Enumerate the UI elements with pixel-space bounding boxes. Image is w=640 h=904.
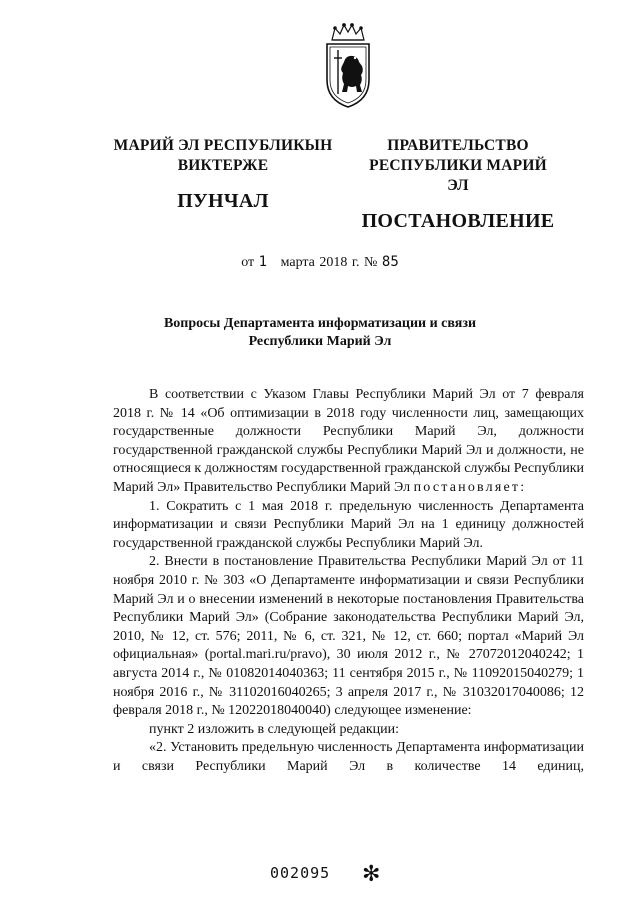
header-right-block <box>358 136 558 233</box>
coat-of-arms-emblem <box>322 22 374 108</box>
body-paragraph-3: 2. Внести в постановление Правительства Республики Марий Эл от 11 ноября 2010 г. № 303 «О Департаменте информатизации и связи Республики Марий Эл и о внесении изменений в некоторые постановления Правительства Республики Марий Эл» (Собрание законодательства Республики Марий Эл, 2010, № 12, ст. 576; 2011, № 6, ст. 321, № 12, ст. 660; портал «Марий Эл официальная» (portal.mari.ru/pravo), 30 июля 2012 г., № 27072012040242; 1 августа 2014 г., № 01082014040363; 11 сентября 2015 г., № 11092015040279; 1 ноября 2016 г., № 31102016040265; 3 апреля 2017 г., № 31032017040086; 12 февраля 2018 г., № 12022018040040) следующее изменение: <box>113 554 584 719</box>
decree-date-line <box>0 254 640 271</box>
header-left-line2: ВИКТЕРЖЕ <box>177 157 269 174</box>
body-paragraph-4: пункт 2 изложить в следующей редакции: <box>149 721 399 737</box>
subject-line2: Республики Марий Эл <box>248 334 392 349</box>
decree-number: 85 <box>381 254 399 270</box>
preamble-resolution-word: постановляет: <box>413 479 527 495</box>
header-right-doc-type: ПОСТАНОВЛЕНИЕ <box>361 210 555 232</box>
date-prefix: от <box>241 255 255 270</box>
asterisk-mark: ✻ <box>361 862 381 887</box>
body-paragraph-2: 1. Сократить с 1 мая 2018 г. предельную численность Департамента информатизации и связи Республики Марий Эл на 1 единицу должностей государственной гражданской службы Республики Марий Эл. <box>113 498 584 551</box>
header-right-line2: РЕСПУБЛИКИ МАРИЙ ЭЛ <box>369 157 547 194</box>
header-left-line1: МАРИЙ ЭЛ РЕСПУБЛИКЫН <box>113 137 333 154</box>
header-left-block <box>88 136 358 213</box>
decree-subject <box>100 315 540 351</box>
body-paragraph-5: «2. Установить предельную численность Департамента информатизации и связи Республики Марий Эл в количестве 14 единиц, <box>113 740 584 774</box>
header-right-line1: ПРАВИТЕЛЬСТВО <box>387 137 529 154</box>
serial-number: 002095 <box>270 864 331 882</box>
body-paragraph-1 <box>113 386 584 498</box>
decree-body <box>113 386 584 776</box>
crown-icon <box>332 24 364 40</box>
header-left-doc-type: ПУНЧАЛ <box>177 190 269 212</box>
subject-line1: Вопросы Департамента информатизации и связи <box>163 316 477 331</box>
date-rest: марта 2018 г. № <box>280 255 378 270</box>
date-day: 1 <box>258 254 268 270</box>
page-footer <box>270 862 380 887</box>
preamble-text: В соответствии с Указом Главы Республики Марий Эл от 7 февраля 2018 г. № 14 «Об оптимизации в 2018 году численности лиц, замещающих государственные должности Республики Марий Эл, должности государственной гражданской службы Республики Марий Эл и должности, не относящиеся к должностям государственной гражданской службы Республики Марий Эл» Правительство Республики Марий Эл <box>113 387 584 495</box>
